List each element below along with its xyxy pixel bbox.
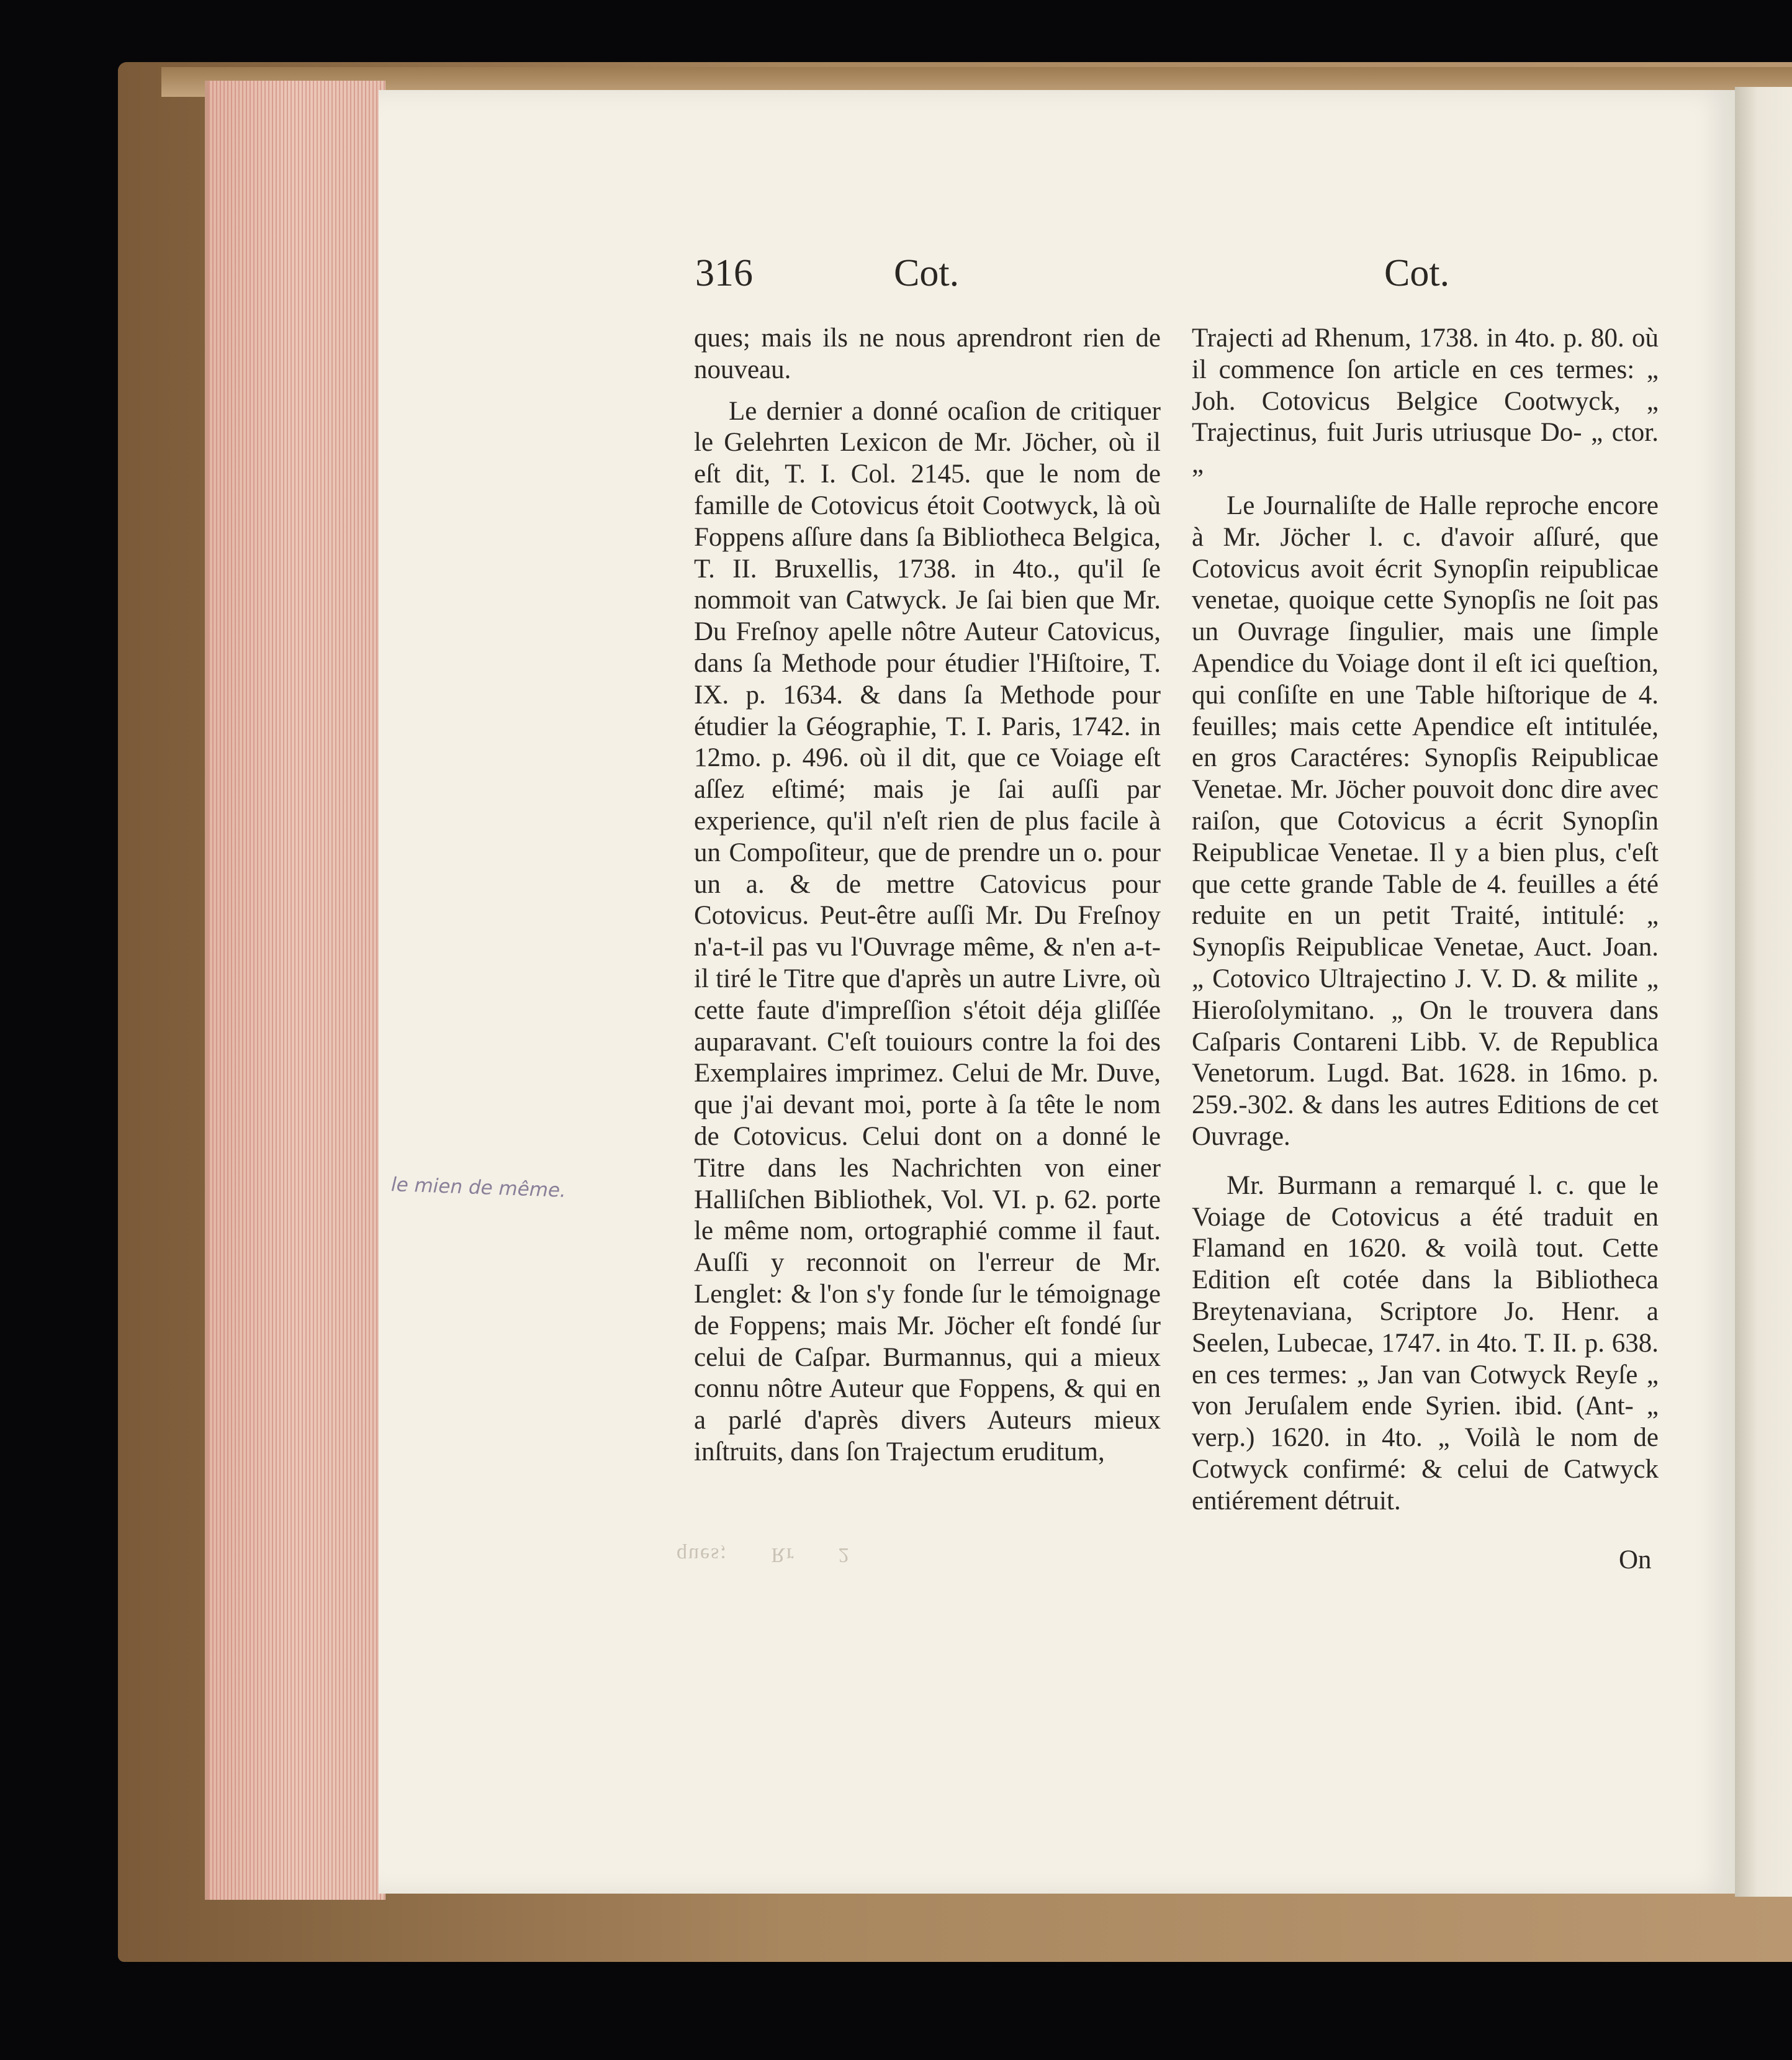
right-column [1192,323,1659,1517]
paragraph: ques; mais ils ne nous aprendront rien de nouveau. [694,323,1161,384]
facing-page-edge [1735,87,1792,1897]
paragraph: Le dernier a donné ocaſion de critiquer le Gelehrten Lexicon de Mr. Jöcher, où il eſt dit, T. I. Col. 2145. que le nom de famille de Cotovicus étoit Cootwyck, là où Foppens aſſure dans ſa Bibliotheca Belgica, T. II. Bruxellis, 1738. in 4to., qu'il ſe nommoit van Catwyck. Je ſai bien que Mr. Du Freſnoy apelle nôtre Auteur Catovicus, dans ſa Methode pour étudier l'Hiſtoire, T. IX. p. 1634. & dans ſa Methode pour étudier la Géographie, T. I. Paris, 1742. in 12mo. p. 496. où il dit, que ce Voiage eſt aſſez eſtimé; mais je ſai auſſi par experience, qu'il n'eſt rien de plus facile à un Compoſiteur, que de prendre un o. pour un a. & de mettre Catovicus pour Cotovicus. Peut-être auſſi Mr. Du Freſnoy n'a-t-il pas vu l'Ouvrage même, & n'en a-t-il tiré le Titre que d'après un autre Livre, où cette faute d'impreſſion s'étoit déja gliſſée auparavant. C'eſt touiours contre la foi des Exemplaires imprimez. Celui de Mr. Duve, que j'ai devant moi, porte à ſa tête le nom de Cotovicus. Celui dont on a donné le Titre dans les Nachrichten von einer Halliſchen Bibliothek, Vol. VI. p. 62. porte le même nom, ortographié comme il faut. Auſſi y reconnoit on l'erreur de Mr. Lenglet: & l'on s'y fonde ſur le témoignage de Foppens; mais Mr. Jöcher eſt fondé ſur celui de Caſpar. Burmannus, qui a mieux connu nôtre Auteur que Foppens, & qui en a parlé d'après divers Auteurs mieux inſtruits, dans ſon Trajectum eruditum, [694,396,1161,1466]
paragraph: Le Journaliſte de Halle reproche encore à Mr. Jöcher l. c. d'avoir aſſuré, que Cotovicus avoit écrit Synopſin reipublicae venetae, quoique cette Synopſis ne ſoit pas un Ouvrage ſingulier, mais une ſimple Apendice du Voiage dont il eſt ici queſtion, qui conſiſte en une Table hiſtorique de 4. feuilles; mais cette Apendice eſt intitulée, en gros Caractéres: Synopſis Reipublicae Venetae. Mr. Jöcher pouvoit donc dire avec raiſon, que Cotovicus a écrit Synopſin Reipublicae Venetae. Il y a bien plus, c'eſt que cette grande Table de 4. feuilles a été reduite en un petit Traité, intitulé: „ Synopſis Reipublicae Venetae, Auct. Joan. „ Cotovico Ultrajectino J. V. D. & milite „ Hieroſolymitano. „ On le trouvera dans Caſparis Contareni Libb. V. de Republica Venetorum. Lugd. Bat. 1628. in 16mo. p. 259.-302. & dans les autres Editions de cet Ouvrage. [1192,490,1659,1151]
paragraph: Mr. Burmann a remarqué l. c. que le Voiage de Cotovicus a été traduit en Flamand en 1620. & voilà tout. Cette Edition eſt cotée dans la Bibliotheca Breytenaviana, Scriptore Jo. Henr. a Seelen, Lubecae, 1747. in 4to. T. II. p. 638. en ces termes: „ Jan van Cotwyck Reyſe „ von Jeruſalem ende Syrien. ibid. (Ant- „ verp.) 1620. in 4to. „ Voilà le nom de Cotwyck confirmé: & celui de Catwyck entiérement détruit. [1192,1170,1659,1516]
page-edges-red-sprinkled [205,81,385,1900]
handwritten-margin-note: le mien de même. [390,1173,567,1202]
paragraph: Trajecti ad Rhenum, 1738. in 4to. p. 80. où il commence ſon article en ces termes: „ Joh. Cotovicus Belgice Cootwyck, „ Trajectinus, fuit Juris utriusque Do- „ ctor. „ [1192,323,1659,479]
running-head-right: Cot. [1384,252,1450,294]
left-column [694,323,1161,1468]
show-through-text: ques; Rr 2 [677,1543,850,1566]
catchword: On [1619,1545,1652,1574]
running-head-left: Cot. [894,252,960,294]
page-number: 316 [695,252,753,294]
